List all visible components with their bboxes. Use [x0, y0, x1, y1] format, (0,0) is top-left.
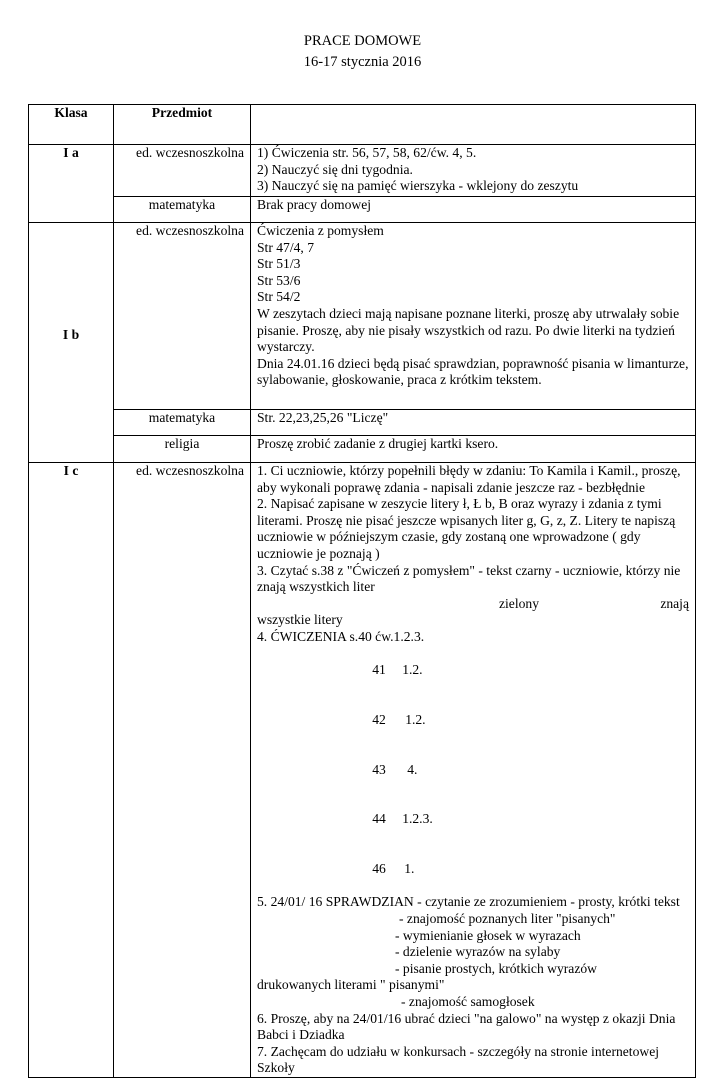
table-row — [29, 463, 696, 1078]
subject-label: matematyka — [148, 197, 216, 212]
table-row — [29, 436, 696, 463]
task-paragraph: 1. Ci uczniowie, którzy popełnili błędy w zdaniu: To Kamila i Kamil., proszę, aby wykonali poprawę zdania - napisali zdanie jeszcze raz - bezbłędnie — [257, 463, 681, 495]
subject-label: ed. wczesnoszkolna — [136, 463, 244, 478]
exercise-page: 41 — [372, 662, 386, 678]
class-cell-ia — [29, 145, 114, 223]
task-line: Str 54/2 — [257, 289, 301, 305]
subject-cell — [114, 197, 251, 223]
subject-label: ed. wczesnoszkolna — [136, 223, 244, 238]
task-line: Str 47/4, 7 — [257, 239, 315, 255]
exercise-numbers: 1.2. — [405, 711, 426, 727]
task-line: Proszę zrobić zadanie z drugiej kartki ksero. — [257, 436, 499, 451]
task-line: 1) Ćwiczenia str. 56, 57, 58, 62/ćw. 4, 5. — [257, 145, 477, 160]
subject-label: matematyka — [148, 410, 216, 425]
test-item: - pisanie prostych, krótkich wyrazów — [395, 960, 597, 976]
task-line: 3) Nauczyć się na pamięć wierszyka - wklejony do zeszytu — [257, 178, 579, 194]
task-line: drukowanych literami " pisanymi" — [257, 977, 445, 993]
task-cell — [251, 463, 696, 1078]
exercise-page: 46 — [372, 861, 386, 877]
task-cell — [251, 410, 696, 436]
task-paragraph: 7. Zachęcam do udziału w konkursach - szczegóły na stronie internetowej Szkoły — [257, 1043, 659, 1076]
class-label: I a — [63, 145, 79, 160]
homework-table — [28, 104, 696, 1078]
task-cell — [251, 197, 696, 223]
document-date: 16-17 stycznia 2016 — [303, 54, 422, 70]
task-cell — [251, 145, 696, 197]
task-line: Str 53/6 — [257, 272, 301, 288]
subject-cell — [114, 145, 251, 197]
word-znaja: znają — [660, 595, 689, 611]
table-row — [29, 197, 696, 223]
task-line: Str 51/3 — [257, 256, 301, 272]
task-paragraph: 2. Napisać zapisane w zeszycie litery ł, Ł b, B oraz wyrazy i zdania z tymi literami. Proszę nie pisać jeszcze wpisanych liter g, G, z, Z. Litery te napiszą uczniowie w późniejszym czasie, gdy zostaną one wprowadzone ( gdy uczniowie je poznają ) — [257, 496, 676, 561]
exercise-row — [257, 845, 689, 895]
exercise-row — [257, 745, 689, 795]
header-przedmiot: Przedmiot — [114, 105, 251, 145]
exercise-row — [257, 795, 689, 845]
subject-label: ed. wczesnoszkolna — [136, 145, 244, 160]
class-label: I c — [63, 463, 79, 478]
table-row — [29, 145, 696, 197]
task-line-split — [257, 596, 689, 613]
task-paragraph: W zeszytach dzieci mają napisane poznane literki, proszę aby utrwalały sobie pisanie. Proszę, aby nie pisały wszystkich od razu. Po dwie literki na tydzień wystarczy. — [257, 305, 680, 355]
task-cell — [251, 436, 696, 463]
class-label: I b — [62, 327, 80, 342]
exercise-page: 42 — [372, 711, 386, 727]
test-item: - dzielenie wyrazów na sylaby — [395, 944, 561, 960]
table-row — [29, 223, 696, 410]
exercise-numbers: 1.2.3. — [402, 811, 433, 827]
task-line: 2) Nauczyć się dni tygodnia. — [257, 161, 413, 177]
exercise-numbers: 4. — [407, 761, 418, 777]
subject-cell — [114, 410, 251, 436]
class-cell-ic — [29, 463, 114, 1078]
exercise-page: 44 — [372, 811, 386, 827]
exercise-row — [257, 695, 689, 745]
test-item: - znajomość poznanych liter "pisanych" — [399, 911, 616, 927]
task-paragraph: 3. Czytać s.38 z "Ćwiczeń z pomysłem" - tekst czarny - uczniowie, którzy nie znają wszystkich liter — [257, 562, 681, 595]
subject-cell — [114, 463, 251, 1078]
test-item: - wymienianie głosek w wyrazach — [395, 927, 581, 943]
task-paragraph: Dnia 24.01.16 dzieci będą pisać sprawdzian, poprawność pisania w limanturze, sylabowanie, głoskowanie, praca z krótkim tekstem. — [257, 355, 689, 388]
subject-label: religia — [164, 436, 200, 451]
task-paragraph: 6. Proszę, aby na 24/01/16 ubrać dzieci "na galowo" na występ z okazji Dnia Babci i Dziadka — [257, 1010, 676, 1043]
task-paragraph: 5. 24/01/ 16 SPRAWDZIAN - czytanie ze zrozumieniem - prosty, krótki tekst — [257, 894, 680, 910]
document-title: PRACE DOMOWE — [303, 33, 422, 49]
task-line: Brak pracy domowej — [257, 197, 372, 212]
task-line: Ćwiczenia z pomysłem — [257, 223, 384, 238]
header-klasa: Klasa — [29, 105, 114, 145]
class-cell-ib — [29, 223, 114, 463]
exercise-numbers: 1.2. — [402, 662, 423, 678]
task-line: 4. ĆWICZENIA s.40 ćw.1.2.3. — [257, 628, 425, 644]
subject-cell — [114, 223, 251, 410]
header-zadanie — [251, 105, 696, 145]
test-item: - znajomość samogłosek — [401, 994, 535, 1009]
table-row — [29, 410, 696, 436]
task-cell — [251, 223, 696, 410]
exercise-page: 43 — [372, 761, 386, 777]
subject-cell — [114, 436, 251, 463]
task-line: wszystkie litery — [257, 612, 343, 628]
task-line: Str. 22,23,25,26 "Liczę" — [257, 410, 389, 425]
word-zielony: zielony — [499, 595, 540, 611]
exercise-row — [257, 646, 689, 696]
exercise-numbers: 1. — [404, 861, 415, 877]
table-header-row — [29, 105, 696, 145]
